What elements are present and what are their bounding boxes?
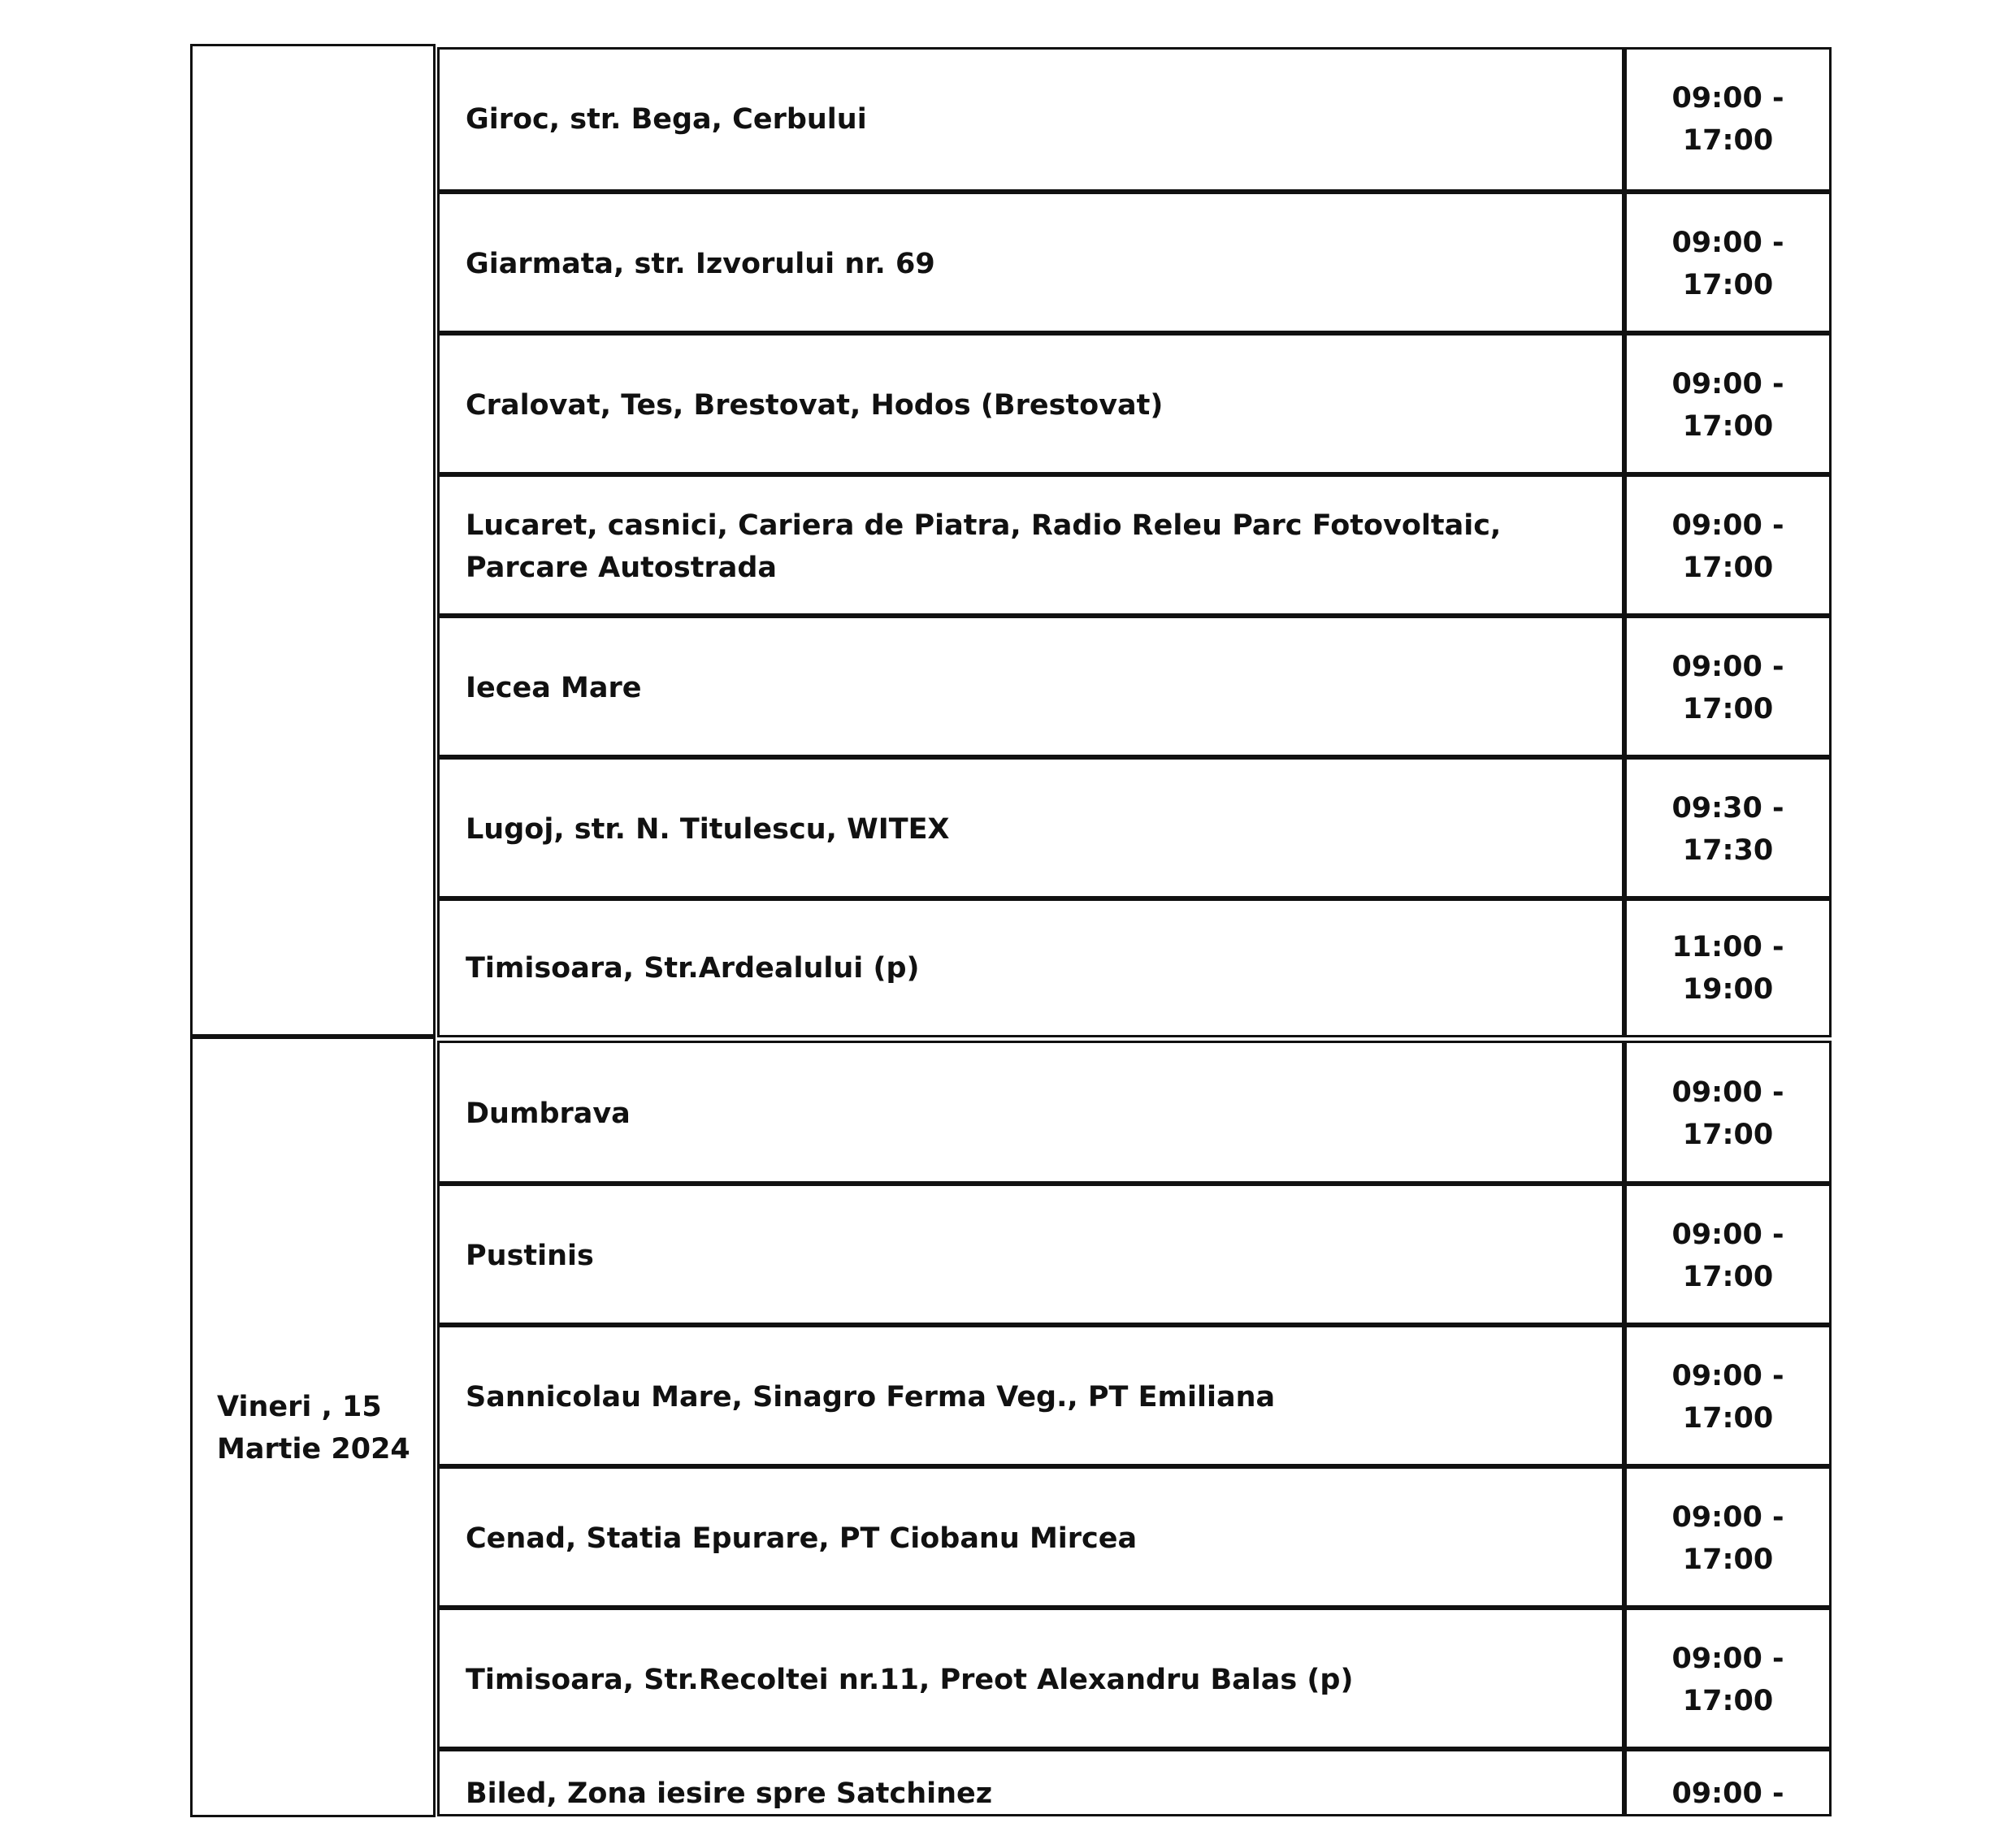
time-start: 09:30 -	[1671, 792, 1784, 825]
time-start: 09:00 -	[1671, 227, 1784, 259]
table-row	[440, 1181, 1829, 1326]
time-end: 17:00	[1682, 1261, 1774, 1293]
table-row	[440, 331, 1829, 475]
location-cell: Cenad, Statia Epurare, PT Ciobanu Mircea	[466, 1522, 1138, 1555]
time-end: 17:00	[1682, 1402, 1774, 1435]
time-cell	[1627, 194, 1829, 334]
time-cell	[1627, 1043, 1829, 1184]
date-line-2: Martie 2024	[217, 1433, 410, 1466]
time-cell	[1627, 901, 1829, 1035]
time-end: 17:00	[1682, 410, 1774, 443]
location-cell: Iecea Mare	[466, 672, 642, 704]
time-cell	[1627, 336, 1829, 475]
time-start: 09:00 -	[1671, 1501, 1784, 1534]
date-cell-group-2	[190, 1037, 436, 1817]
time-end: 17:00	[1682, 1685, 1774, 1717]
time-end: 17:00	[1682, 124, 1774, 157]
location-cell: Giroc, str. Bega, Cerbului	[466, 103, 867, 136]
location-cell: Dumbrava	[466, 1098, 631, 1130]
time-start: 11:00 -	[1671, 930, 1784, 963]
table-row	[440, 189, 1829, 334]
time-start: 09:00 -	[1671, 1219, 1784, 1251]
table-row	[440, 1605, 1829, 1750]
table-row	[440, 1043, 1829, 1184]
time-end: 17:00	[1682, 1119, 1774, 1151]
time-end: 19:00	[1682, 972, 1774, 1006]
time-start: 09:00 -	[1671, 509, 1784, 542]
table-row	[440, 896, 1829, 1035]
time-cell	[1627, 1186, 1829, 1326]
time-cell	[1627, 1751, 1829, 1814]
location-cell: Biled, Zona iesire spre Satchinez	[466, 1777, 993, 1810]
location-cell: Pustinis	[466, 1240, 594, 1272]
time-cell	[1627, 760, 1829, 899]
table-row	[440, 50, 1829, 189]
time-start: 09:00 -	[1671, 82, 1784, 115]
table-row	[440, 472, 1829, 617]
table-row	[440, 1323, 1829, 1467]
table-row	[440, 1464, 1829, 1608]
location-cell: Timisoara, Str.Recoltei nr.11, Preot Alexandru Balas (p)	[466, 1664, 1354, 1696]
date-cell-group-1	[190, 44, 436, 1037]
time-cell	[1627, 50, 1829, 189]
time-start: 09:00 -	[1671, 1777, 1784, 1810]
time-start: 09:00 -	[1671, 368, 1784, 400]
location-cell: Timisoara, Str.Ardealului (p)	[466, 951, 920, 985]
location-cell: Cralovat, Tes, Brestovat, Hodos (Brestovat)	[466, 389, 1164, 422]
time-end: 17:00	[1682, 552, 1774, 584]
time-end: 17:00	[1682, 693, 1774, 725]
time-start: 09:00 -	[1671, 1643, 1784, 1675]
time-end: 17:00	[1682, 269, 1774, 301]
date-line-1: Vineri , 15	[217, 1391, 382, 1423]
time-cell	[1627, 477, 1829, 617]
time-end: 17:00	[1682, 1543, 1774, 1576]
location-cell: Giarmata, str. Izvorului nr. 69	[466, 248, 935, 280]
outage-table-group-2	[437, 1041, 1832, 1816]
outage-table-group-1	[437, 47, 1832, 1037]
location-cell: Sannicolau Mare, Sinagro Ferma Veg., PT Emiliana	[466, 1381, 1276, 1414]
table-row	[440, 755, 1829, 899]
time-end: 17:30	[1682, 834, 1774, 867]
time-cell	[1627, 1610, 1829, 1750]
time-start: 09:00 -	[1671, 1076, 1784, 1109]
location-cell: Lugoj, str. N. Titulescu, WITEX	[466, 813, 950, 846]
time-start: 09:00 -	[1671, 651, 1784, 683]
time-cell	[1627, 1327, 1829, 1467]
time-cell	[1627, 1469, 1829, 1608]
table-row	[440, 1747, 1829, 1814]
time-cell	[1627, 618, 1829, 758]
time-start: 09:00 -	[1671, 1360, 1784, 1392]
location-cell: Lucaret, casnici, Cariera de Piatra, Radio Releu Parc Fotovoltaic, Parcare Autostrada	[466, 509, 1502, 584]
table-row	[440, 613, 1829, 758]
